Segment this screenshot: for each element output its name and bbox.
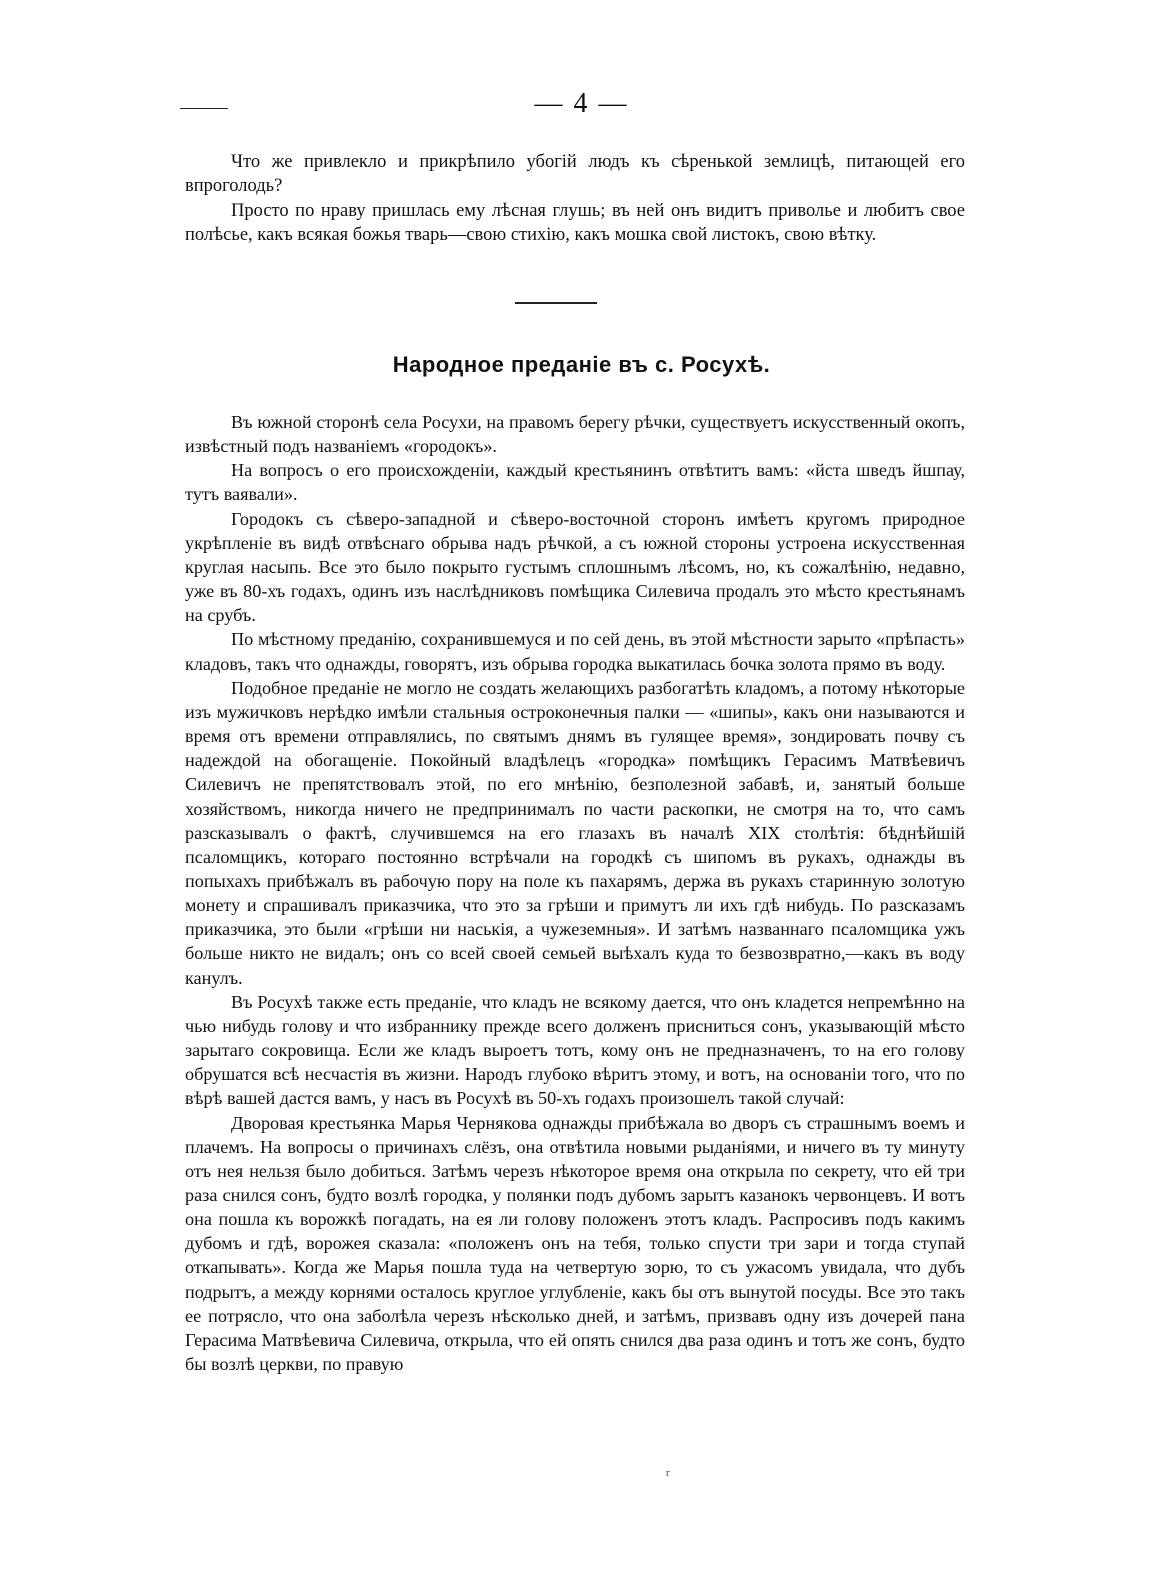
body-paragraph: Подобное преданіе не могло не создать желающихъ разбогатѣть кладомъ, а потому нѣкоторые изъ мужичковъ нерѣдко имѣли стальныя остроконечныя палки — «шипы», какъ они называются и время отъ времени отправлялись, по святымъ днямъ въ гулящее время», зондировать почву съ надеждой на обогащеніе. Покойный владѣлецъ «городка» помѣщикъ Герасимъ Матвѣевичъ Силевичъ не препятствовалъ этой, по его мнѣнію, безполезной забавѣ, и, занятый больше хозяйствомъ, никогда ничего не предпринималъ по части раскопки, не смотря на то, что самъ разсказывалъ о фактѣ, случившемся на его глазахъ въ началѣ XIX столѣтія: бѣднѣйшій псаломщикъ, котораго постоянно встрѣчали на городкѣ съ шипомъ въ рукахъ, однажды въ попыхахъ прибѣжалъ въ рабочую пору на поле къ пахарямъ, держа въ рукахъ старинную золотую монету и спрашивалъ приказчика, что это за грѣши и примутъ ли ихъ гдѣ нибудь. По разсказамъ приказчика, это были «грѣши ни наськія, а чужеземныя». И затѣмъ названнаго псаломщика ужъ больше никто не видалъ; онъ со всей своей семьей выѣхалъ куда то безвозвратно,—какъ въ воду канулъ. [185,677,965,988]
intro-text [185,150,965,247]
page-number: — 4 — [534,88,629,119]
body-paragraph: По мѣстному преданію, сохранившемуся и по сей день, въ этой мѣстности зарыто «прѣпасть» кладовъ, такъ что однажды, говорятъ, изъ обрыва городка выкатилась бочка золота прямо въ воду. [185,629,965,674]
body-paragraph: Городокъ съ сѣверо-западной и сѣверо-восточной сторонъ имѣетъ кругомъ природное укрѣпленіе въ видѣ отвѣснаго обрыва надъ рѣчкой, а съ южной стороны устроена искусственная круглая насыпь. Все это было покрыто густымъ сплошнымъ лѣсомъ, но, къ сожалѣнію, недавно, уже въ 80-хъ годахъ, одинъ изъ наслѣдниковъ помѣщика Силевича продалъ это мѣсто крестьянамъ на срубъ. [185,508,965,626]
body-paragraph: Въ южной сторонѣ села Росухи, на правомъ берегу рѣчки, существуетъ искусственный окопъ, извѣстный подъ названіемъ «городокъ». [185,412,965,457]
section-title: Народное преданіе въ с. Росухѣ. [392,352,771,377]
footer-mark: г [666,1468,671,1479]
section-body [185,410,965,1376]
section-divider [515,302,597,304]
intro-paragraph: Просто по нраву пришлась ему лѣсная глушь; въ ней онъ видитъ приволье и любитъ свое полѣсье, какъ всякая божья тварь—свою стихію, какъ мошка свой листокъ, свою вѣтку. [185,200,965,245]
body-paragraph: На вопросъ о его происхожденіи, каждый крестьянинъ отвѣтитъ вамъ: «йста шведъ йшпау, тутъ ваявали». [185,460,965,505]
body-paragraph: Дворовая крестьянка Марья Чернякова однажды прибѣжала во дворъ съ страшнымъ воемъ и плачемъ. На вопросы о причинахъ слёзъ, она отвѣтила новыми рыданіями, и ничего въ ту минуту отъ нея нельзя было добиться. Затѣмъ черезъ нѣкоторое время она открыла по секрету, что ей три раза снился сонъ, будто возлѣ городка, у полянки подъ дубомъ зарытъ казанокъ червонцевъ. И вотъ она пошла къ ворожкѣ погадать, на ея ли голову положенъ этотъ кладъ. Распросивъ подъ какимъ дубомъ и гдѣ, ворожея сказала: «положенъ онъ на тебя, только спусти три зари и тогда ступай откапывать». Когда же Марья пошла туда на четвертую зорю, то съ ужасомъ увидала, что дубъ подрытъ, а между корнями осталось круглое углубленіе, какъ бы отъ вынутой посуды. Все это такъ ее потрясло, что она заболѣла черезъ нѣсколько дней, и затѣмъ, призвавъ одну изъ дочерей пана Герасима Матвѣевича Силевича, открыла, что ей опять снился два раза одинъ и тотъ же сонъ, будто бы возлѣ церкви, по правую [185,1112,965,1375]
body-paragraph: Въ Росухѣ также есть преданіе, что кладъ не всякому дается, что онъ кладется непремѣнно на чью нибудь голову и что избраннику прежде всего долженъ присниться сонъ, указывающій мѣсто зарытаго сокровища. Если же кладъ выроетъ тотъ, кому онъ не предназначенъ, то на его голову обрушатся всѣ несчастія въ жизни. Народъ глубоко вѣритъ этому, и вотъ, на основаніи того, что по вѣрѣ вашей дастся вамъ, у насъ въ Росухѣ въ 50-хъ годахъ произошелъ такой случай: [185,991,965,1109]
intro-paragraph: Что же привлекло и прикрѣпило убогій людъ къ сѣренькой землицѣ, питающей его впроголодь? [185,152,965,197]
